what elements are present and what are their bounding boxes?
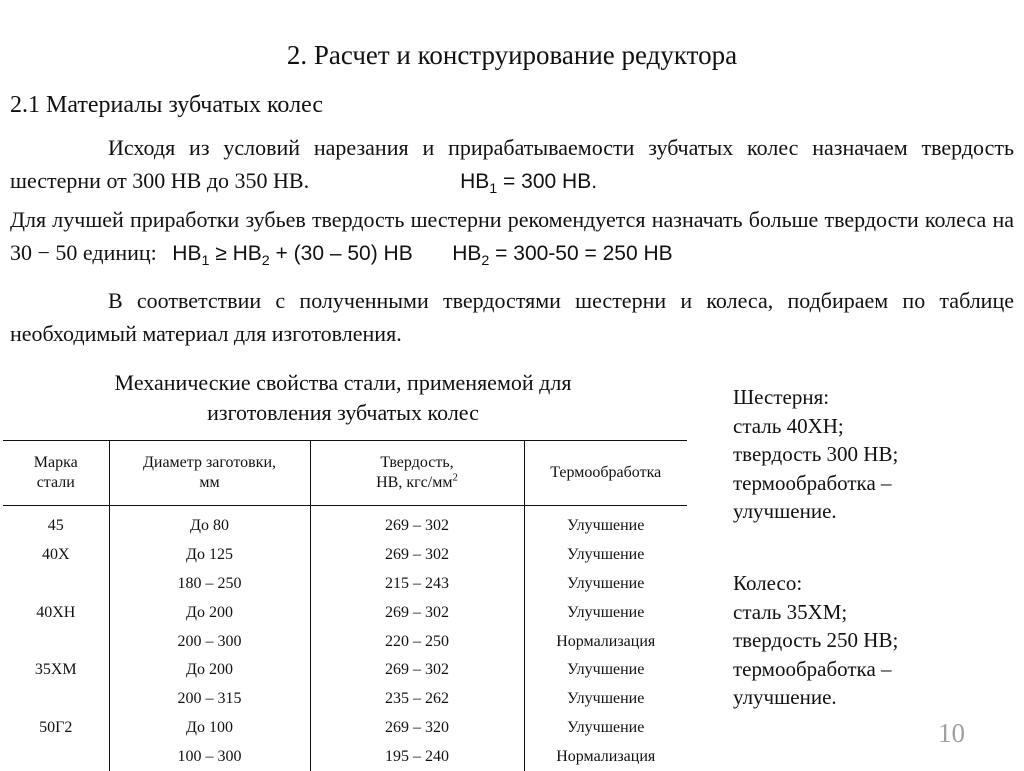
table-caption-line1: Механические свойства стали, применяемой для <box>114 370 572 395</box>
table-row <box>3 512 687 541</box>
wheel-summary <box>733 569 898 712</box>
page-number: 10 <box>938 718 965 748</box>
cell-hardness: 269 – 302 <box>310 512 524 541</box>
section-heading: 2.1 Материалы зубчатых колес <box>10 92 323 118</box>
table-row <box>3 627 687 656</box>
wheel-label: Колесо: <box>733 571 803 595</box>
cell-diameter: До 200 <box>109 598 310 627</box>
cell-treatment: Улучшение <box>524 656 687 685</box>
table-row <box>3 570 687 599</box>
wheel-treatment-label: термообработка – <box>733 656 892 681</box>
table-row <box>3 541 687 570</box>
pinion-summary <box>733 383 898 526</box>
paragraph-hardness-choice <box>10 131 1014 198</box>
cell-diameter: 200 – 300 <box>109 627 310 656</box>
cell-treatment: Улучшение <box>524 541 687 570</box>
header-treatment: Термообработка <box>524 441 687 506</box>
header-hardness: Твердость, НВ, кгс/$мм^2$ <box>310 441 524 506</box>
cell-treatment: Улучшение <box>524 714 687 743</box>
cell-diameter: До 100 <box>109 714 310 743</box>
formula-hb2: $HB_2 = 300-50 = 250$ HB <box>452 242 673 270</box>
cell-grade: 35ХМ <box>34 661 77 679</box>
cell-hardness: 215 – 243 <box>310 570 524 599</box>
paragraph2-text: Для лучшей приработки зубьев твердость шестерни рекомендуется назначать больше твердости колеса на 30 − 50 единиц: <box>10 207 1014 265</box>
cell-grade <box>3 685 109 714</box>
table-row <box>3 598 687 627</box>
wheel-treatment: улучшение. <box>733 685 837 709</box>
cell-hardness: 269 – 320 <box>310 714 524 743</box>
table-header-row <box>3 441 687 506</box>
cell-grade <box>3 627 109 656</box>
cell-diameter: До 125 <box>109 541 310 570</box>
pinion-treatment-label: термообработка – <box>733 470 892 495</box>
header-grade: Марка стали <box>3 441 109 506</box>
cell-treatment: Нормализация <box>524 627 687 656</box>
cell-grade: 40ХН <box>36 603 76 621</box>
cell-treatment: Улучшение <box>524 685 687 714</box>
cell-diameter: 200 – 315 <box>109 685 310 714</box>
table-row <box>3 656 687 685</box>
paragraph3-text: В соответствии с полученными твердостями шестерни и колеса, подбираем по таблице необходимый материал для изготовления. <box>10 288 1014 346</box>
pinion-treatment: улучшение. <box>733 499 837 523</box>
pinion-label: Шестерня: <box>733 385 830 409</box>
cell-treatment: Улучшение <box>524 512 687 541</box>
table-row <box>3 685 687 714</box>
header-diameter: Диаметр заготовки, мм <box>109 441 310 506</box>
cell-grade: 50Г2 <box>39 718 73 736</box>
pinion-hardness: твердость 300 НВ; <box>733 442 899 466</box>
cell-hardness: 195 – 240 <box>310 742 524 771</box>
cell-hardness: 269 – 302 <box>310 598 524 627</box>
wheel-steel: сталь 35ХМ; <box>733 599 848 624</box>
table-caption <box>0 368 686 428</box>
formula-hb1: $HB_1 = 300$ HB. <box>460 170 598 198</box>
cell-diameter: 100 – 300 <box>109 742 310 771</box>
formula-hb-inequality: $HB_1 \ge HB_2 + (30 - 50)$ HB <box>172 242 413 270</box>
cell-hardness: 220 – 250 <box>310 627 524 656</box>
cell-treatment: Улучшение <box>524 570 687 599</box>
cell-grade <box>3 570 109 599</box>
cell-hardness: 269 – 302 <box>310 656 524 685</box>
cell-hardness: 235 – 262 <box>310 685 524 714</box>
paragraph-run-in <box>10 203 1014 270</box>
cell-grade: 45 <box>47 517 64 535</box>
cell-diameter: До 200 <box>109 656 310 685</box>
cell-grade: 40Х <box>41 546 70 564</box>
table-caption-line2: изготовления зубчатых колес <box>207 400 479 425</box>
table-row <box>3 714 687 743</box>
paragraph-material-selection <box>10 284 1014 350</box>
cell-treatment: Нормализация <box>524 742 687 771</box>
cell-hardness: 269 – 302 <box>310 541 524 570</box>
steel-properties-table <box>3 440 687 771</box>
cell-diameter: 180 – 250 <box>109 570 310 599</box>
pinion-steel: сталь 40ХН; <box>733 413 844 438</box>
paragraph1-text: Исходя из условий нарезания и прирабатываемости зубчатых колес назначаем твердость шестерни от 300 НВ до 350 НВ. <box>10 135 1014 193</box>
cell-diameter: До 80 <box>109 512 310 541</box>
cell-treatment: Улучшение <box>524 598 687 627</box>
page-title: 2. Расчет и конструирование редуктора <box>286 40 738 70</box>
wheel-hardness: твердость 250 НВ; <box>733 628 899 652</box>
